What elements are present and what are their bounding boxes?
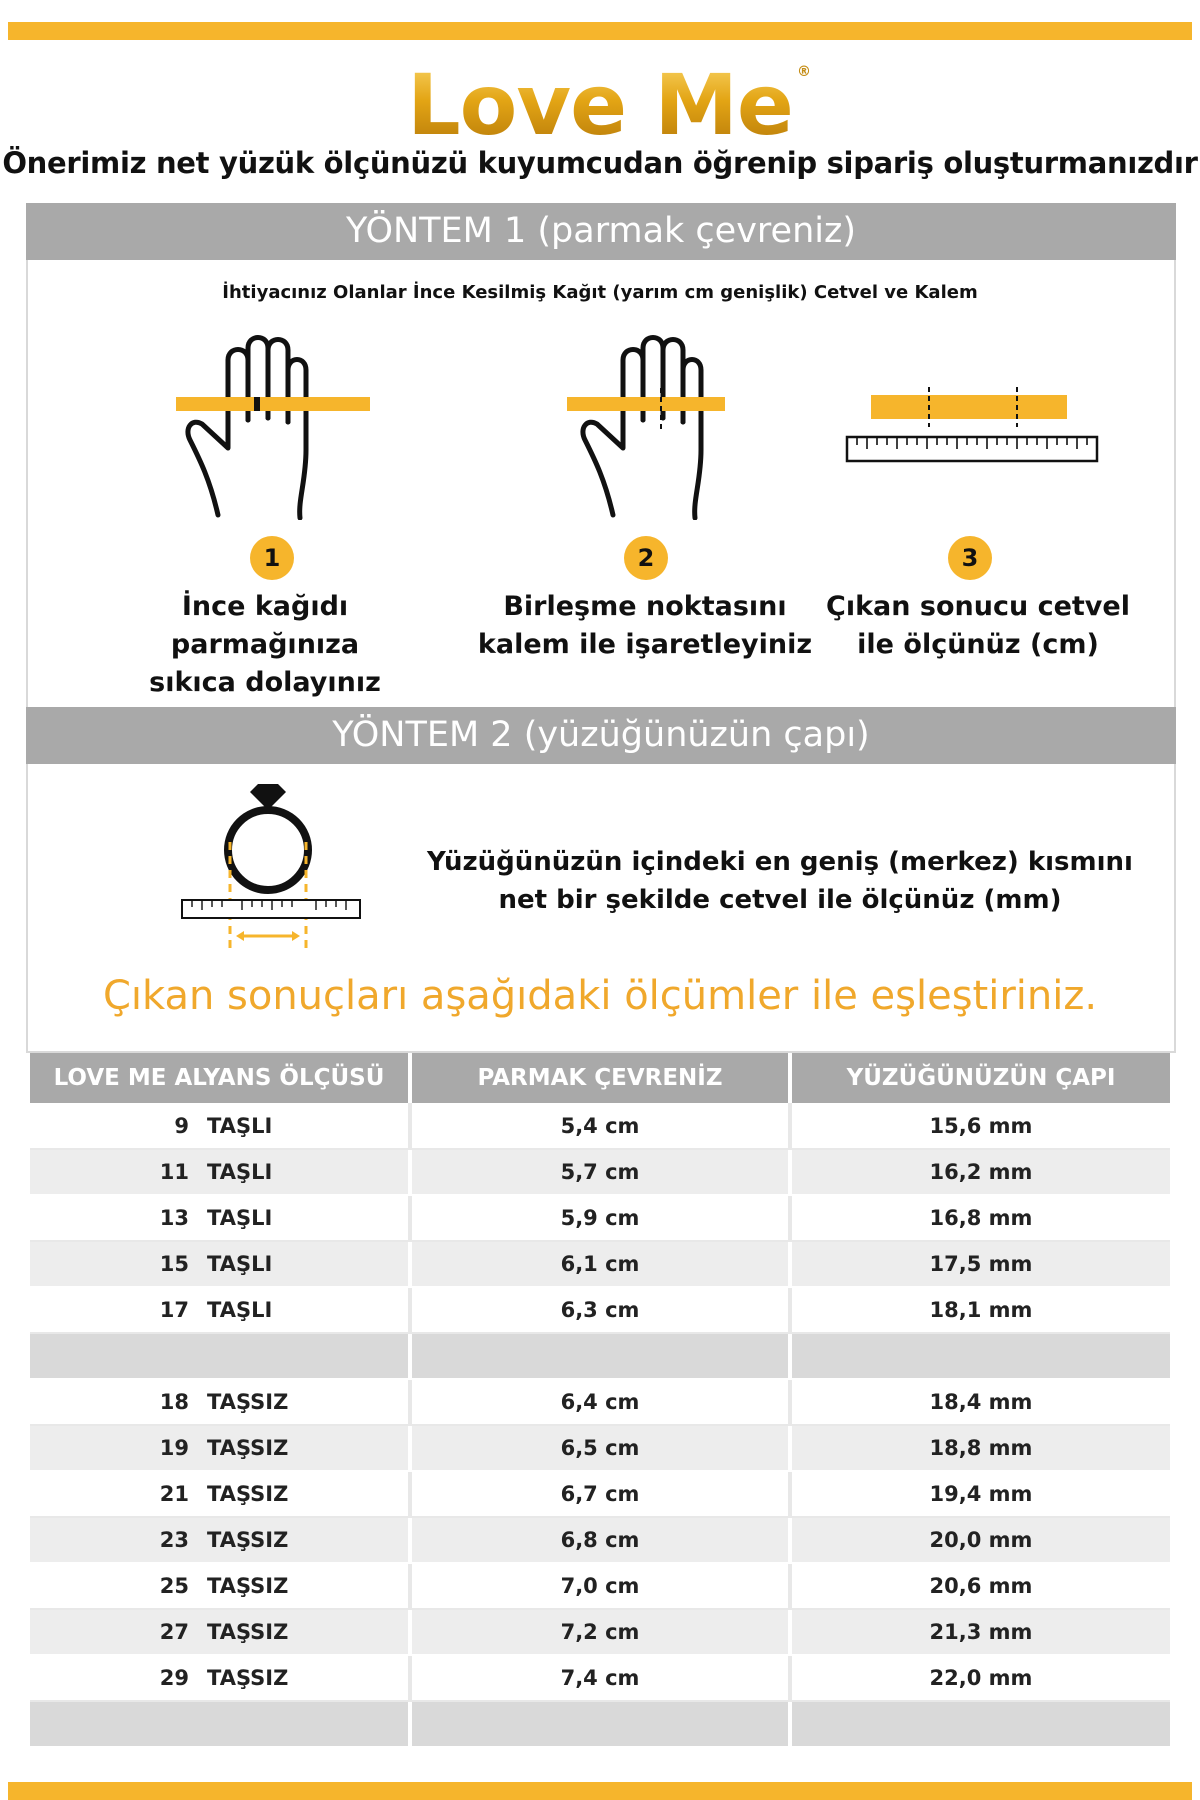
step-1-text	[95, 588, 435, 702]
diameter-cell: 22,0 mm	[790, 1655, 1170, 1701]
circumference-cell: 7,0 cm	[410, 1563, 790, 1609]
registered-mark: ®	[797, 64, 811, 80]
table-row	[30, 1563, 1170, 1609]
method2-header: YÖNTEM 2 (yüzüğünüzün çapı)	[26, 707, 1176, 764]
brand-logo	[0, 56, 1200, 154]
step-2-text	[475, 588, 815, 664]
size-cell: 27 TAŞSIZ	[30, 1609, 410, 1655]
diameter-cell: 21,3 mm	[790, 1609, 1170, 1655]
table-row	[30, 1103, 1170, 1149]
size-cell: 19 TAŞSIZ	[30, 1425, 410, 1471]
diameter-cell: 18,1 mm	[790, 1287, 1170, 1333]
step-1-line1: İnce kağıdı parmağınıza	[170, 591, 360, 660]
bottom-accent-bar	[8, 1782, 1192, 1800]
table-row	[30, 1241, 1170, 1287]
diameter-cell: 18,4 mm	[790, 1379, 1170, 1425]
table-row	[30, 1287, 1170, 1333]
circumference-cell: 5,4 cm	[410, 1103, 790, 1149]
table-row	[30, 1517, 1170, 1563]
circumference-cell: 6,3 cm	[410, 1287, 790, 1333]
size-cell: 21 TAŞSIZ	[30, 1471, 410, 1517]
circumference-cell: 5,7 cm	[410, 1149, 790, 1195]
diameter-cell: 19,4 mm	[790, 1471, 1170, 1517]
circumference-cell: 7,4 cm	[410, 1655, 790, 1701]
size-cell: 17 TAŞLI	[30, 1287, 410, 1333]
table-row	[30, 1655, 1170, 1701]
method1-needs: İhtiyacınız Olanlar İnce Kesilmiş Kağıt (yarım cm genişlik) Cetvel ve Kalem	[222, 282, 978, 303]
diameter-cell: 20,6 mm	[790, 1563, 1170, 1609]
diameter-cell: 16,8 mm	[790, 1195, 1170, 1241]
step-2-line1: Birleşme noktasını	[503, 591, 787, 622]
method2-line1: Yüzüğünüzün içindeki en geniş (merkez) kısmını	[427, 847, 1133, 877]
ring-ruler-icon	[178, 780, 368, 960]
step-1-number: 1	[250, 536, 294, 580]
circumference-cell: 6,7 cm	[410, 1471, 790, 1517]
table-row	[30, 1471, 1170, 1517]
size-cell: 29 TAŞSIZ	[30, 1655, 410, 1701]
col-header-circumference: PARMAK ÇEVRENİZ	[410, 1053, 790, 1103]
method2-line2: net bir şekilde cetvel ile ölçünüz (mm)	[498, 885, 1062, 915]
size-cell: 18 TAŞSIZ	[30, 1379, 410, 1425]
diameter-cell: 17,5 mm	[790, 1241, 1170, 1287]
method1-header: YÖNTEM 1 (parmak çevreniz)	[26, 203, 1176, 260]
hand-mark-icon	[565, 330, 735, 520]
col-header-diameter: YÜZÜĞÜNÜZÜN ÇAPI	[790, 1053, 1170, 1103]
circumference-cell: 6,4 cm	[410, 1379, 790, 1425]
brand-name: Love Me	[407, 56, 793, 154]
hand-wrap-icon	[170, 330, 380, 520]
table-row	[30, 1379, 1170, 1425]
circumference-cell: 7,2 cm	[410, 1609, 790, 1655]
table-row	[30, 1425, 1170, 1471]
table-spacer-row	[30, 1333, 1170, 1379]
circumference-cell: 5,9 cm	[410, 1195, 790, 1241]
match-instruction: Çıkan sonuçları aşağıdaki ölçümler ile eşleştiriniz.	[102, 973, 1098, 1019]
step-3-line2: ile ölçünüz (cm)	[857, 629, 1099, 660]
method2-instructions	[400, 843, 1160, 919]
table-spacer-row	[30, 1701, 1170, 1747]
diameter-cell: 20,0 mm	[790, 1517, 1170, 1563]
size-cell: 13 TAŞLI	[30, 1195, 410, 1241]
size-cell: 15 TAŞLI	[30, 1241, 410, 1287]
diameter-cell: 16,2 mm	[790, 1149, 1170, 1195]
page-subtitle: Önerimiz net yüzük ölçünüzü kuyumcudan öğrenip sipariş oluşturmanızdır	[2, 146, 1198, 180]
size-table	[30, 1053, 1170, 1748]
circumference-cell: 6,8 cm	[410, 1517, 790, 1563]
circumference-cell: 6,1 cm	[410, 1241, 790, 1287]
table-row	[30, 1195, 1170, 1241]
ruler-icon	[845, 385, 1100, 465]
step-3-text	[808, 588, 1148, 664]
top-accent-bar	[8, 22, 1192, 40]
step-1-line2: sıkıca dolayınız	[149, 667, 381, 698]
size-cell: 11 TAŞLI	[30, 1149, 410, 1195]
diameter-cell: 18,8 mm	[790, 1425, 1170, 1471]
step-2-line2: kalem ile işaretleyiniz	[477, 629, 813, 660]
circumference-cell: 6,5 cm	[410, 1425, 790, 1471]
step-2-number: 2	[624, 536, 668, 580]
size-cell: 9 TAŞLI	[30, 1103, 410, 1149]
size-cell: 23 TAŞSIZ	[30, 1517, 410, 1563]
size-cell: 25 TAŞSIZ	[30, 1563, 410, 1609]
table-row	[30, 1149, 1170, 1195]
table-row	[30, 1609, 1170, 1655]
step-3-number: 3	[948, 536, 992, 580]
diameter-cell: 15,6 mm	[790, 1103, 1170, 1149]
step-3-line1: Çıkan sonucu cetvel	[826, 591, 1130, 622]
size-table-body	[30, 1103, 1170, 1747]
col-header-size: LOVE ME ALYANS ÖLÇÜSÜ	[30, 1053, 410, 1103]
